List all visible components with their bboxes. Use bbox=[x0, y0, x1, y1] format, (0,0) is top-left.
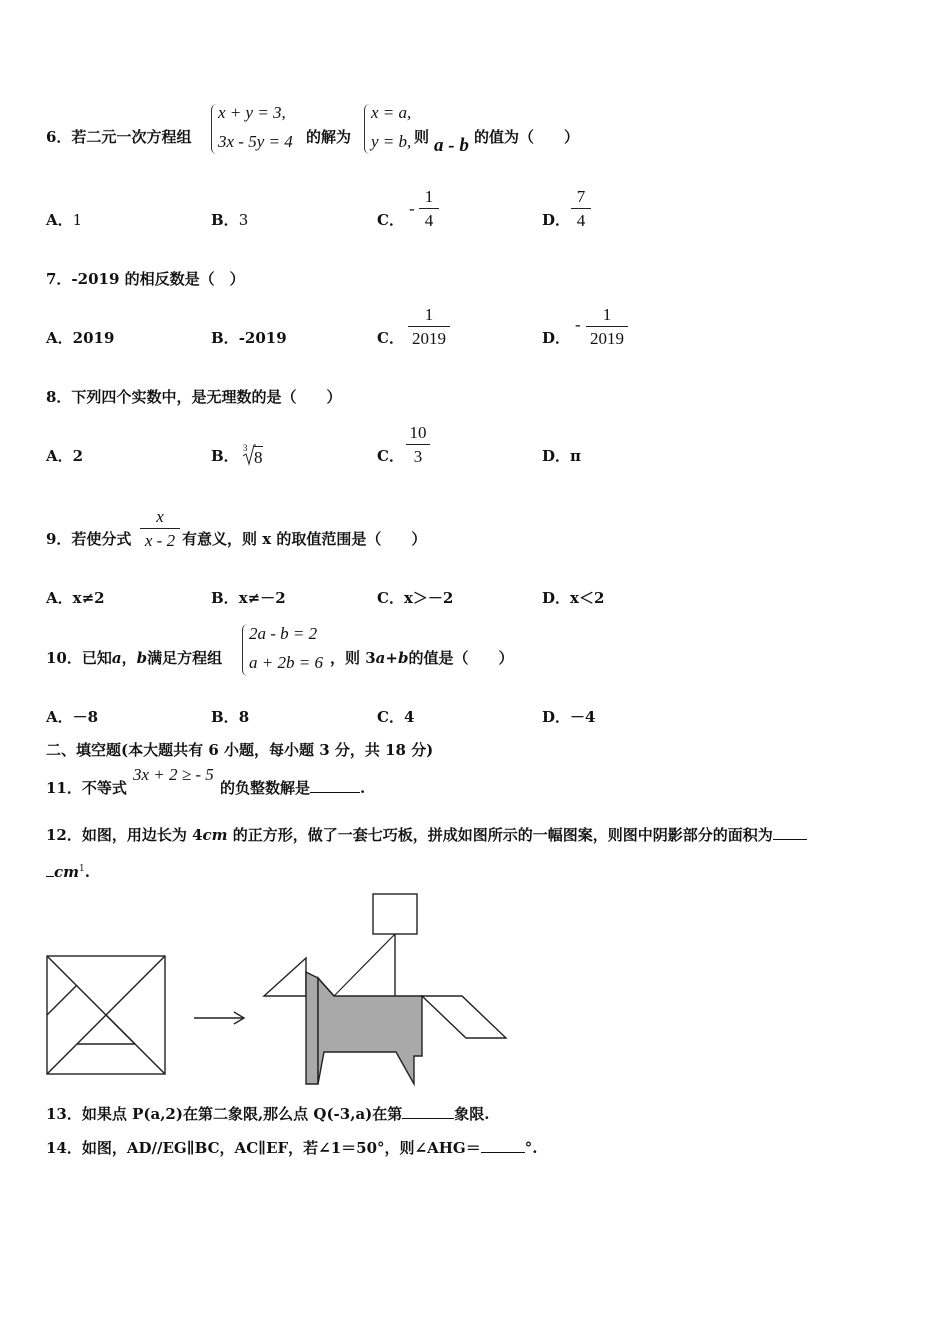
q6-option-d-label: D． bbox=[542, 211, 571, 229]
q6-option-d-fraction: $\frac{7}{4}$ bbox=[571, 188, 591, 229]
q11-suffix: 的负整数解是 . bbox=[220, 779, 366, 797]
q8-stem: 8．下列四个实数中，是无理数的是（ ） bbox=[46, 388, 342, 406]
q8-option-b-label: B． bbox=[211, 447, 239, 465]
q11-answer-blank[interactable] bbox=[310, 792, 360, 793]
q7-option-d-fraction: $\frac{1}{2019}$ bbox=[586, 306, 628, 347]
q6-option-c-fraction: $\frac{1}{4}$ bbox=[419, 188, 439, 229]
q11-prefix: 11．不等式 bbox=[46, 779, 127, 797]
q10-option-c: C．4 bbox=[377, 708, 415, 726]
tangram-horse bbox=[264, 894, 506, 1084]
q11-inequality: 3x + 2 ≥ - 5 bbox=[133, 765, 214, 784]
q8-option-a: A．2 bbox=[46, 447, 84, 465]
q10-option-d: D．－4 bbox=[542, 708, 596, 726]
q14: 14．如图，AD//EG∥BC，AC∥EF，若∠1＝50°，则∠AHG＝ °. bbox=[46, 1139, 538, 1157]
q9-suffix: 有意义，则 x 的取值范围是（ ） bbox=[182, 530, 427, 548]
q6-sol2: y = b, bbox=[371, 132, 412, 151]
q6-option-a: A．1 bbox=[46, 211, 83, 229]
q9-option-c: C．x＞－2 bbox=[377, 589, 454, 607]
q10-suffix: ，则 3a+b的值是（ ） bbox=[330, 649, 514, 667]
q6-option-c-sign: - bbox=[409, 199, 415, 218]
q6-prefix: 6．若二元一次方程组 bbox=[46, 128, 192, 146]
q8-root-index: 3 bbox=[243, 443, 248, 453]
q9-option-d: D．x＜2 bbox=[542, 589, 605, 607]
q12-answer-blank[interactable] bbox=[773, 839, 807, 840]
q6-brace bbox=[211, 104, 217, 154]
q6-eq1: x + y = 3, bbox=[218, 103, 286, 122]
q13-answer-blank[interactable] bbox=[402, 1118, 454, 1119]
q6-mid: 的解为 bbox=[306, 128, 352, 146]
q6-then: 则 bbox=[414, 128, 430, 146]
tangram-square bbox=[47, 956, 165, 1074]
q6-eq2: 3x - 5y = 4 bbox=[218, 132, 293, 151]
q10-eq1: 2a - b = 2 bbox=[249, 624, 318, 643]
q8-radicand: 8 bbox=[254, 448, 263, 467]
q6-option-c-label: C． bbox=[377, 211, 404, 229]
arrow-right-icon bbox=[194, 1012, 244, 1024]
q12-answer-blank-cont[interactable] bbox=[46, 876, 54, 877]
q8-cube-root bbox=[242, 443, 268, 467]
q6-sol1: x = a, bbox=[371, 103, 412, 122]
q12-line2: $cm^1$. bbox=[46, 865, 90, 880]
q9-option-a: A．x≠2 bbox=[46, 589, 105, 607]
section-2-heading: 二、填空题(本大题共有 6 小题，每小题 3 分，共 18 分) bbox=[46, 741, 434, 759]
q8-option-c-fraction: $\frac{10}{3}$ bbox=[406, 424, 430, 465]
q8-option-c-label: C． bbox=[377, 447, 404, 465]
q7-option-a: A．2019 bbox=[46, 329, 115, 347]
q14-answer-blank[interactable] bbox=[481, 1152, 525, 1153]
q8-option-d: D．π bbox=[542, 447, 581, 465]
q6-suffix: 的值为（ ） bbox=[474, 128, 580, 146]
q13: 13．如果点 P(a,2)在第二象限,那么点 Q(-3,a)在第 象限. bbox=[46, 1105, 490, 1123]
q12-line1: 12．如图，用边长为 4cm 的正方形，做了一套七巧板，拼成如图所示的一幅图案，则图中阴影部分的面积为 bbox=[46, 828, 807, 843]
q10-option-b: B．8 bbox=[211, 708, 250, 726]
q10-eq2: a + 2b = 6 bbox=[249, 653, 323, 672]
q7-stem: 7．-2019 的相反数是（ ） bbox=[46, 270, 245, 288]
q9-option-b: B．x≠－2 bbox=[211, 589, 286, 607]
q7-option-c-label: C． bbox=[377, 329, 404, 347]
q6-option-b: B．3 bbox=[211, 211, 249, 229]
q7-option-d-label: D． bbox=[542, 329, 571, 347]
q6-expr: a - b bbox=[434, 135, 469, 156]
q7-option-c-fraction: $\frac{1}{2019}$ bbox=[408, 306, 450, 347]
q6-sol-brace bbox=[364, 104, 370, 154]
q10-option-a: A．－8 bbox=[46, 708, 99, 726]
q9-fraction: $\frac{x}{x - 2}$ bbox=[140, 508, 180, 549]
tangram-figure bbox=[0, 880, 950, 1090]
q9-prefix: 9．若使分式 bbox=[46, 530, 132, 548]
q10-prefix: 10．已知a，b满足方程组 bbox=[46, 649, 223, 667]
q7-option-d-sign: - bbox=[575, 315, 581, 334]
q7-option-b: B．-2019 bbox=[211, 329, 287, 347]
q10-brace bbox=[242, 624, 248, 676]
